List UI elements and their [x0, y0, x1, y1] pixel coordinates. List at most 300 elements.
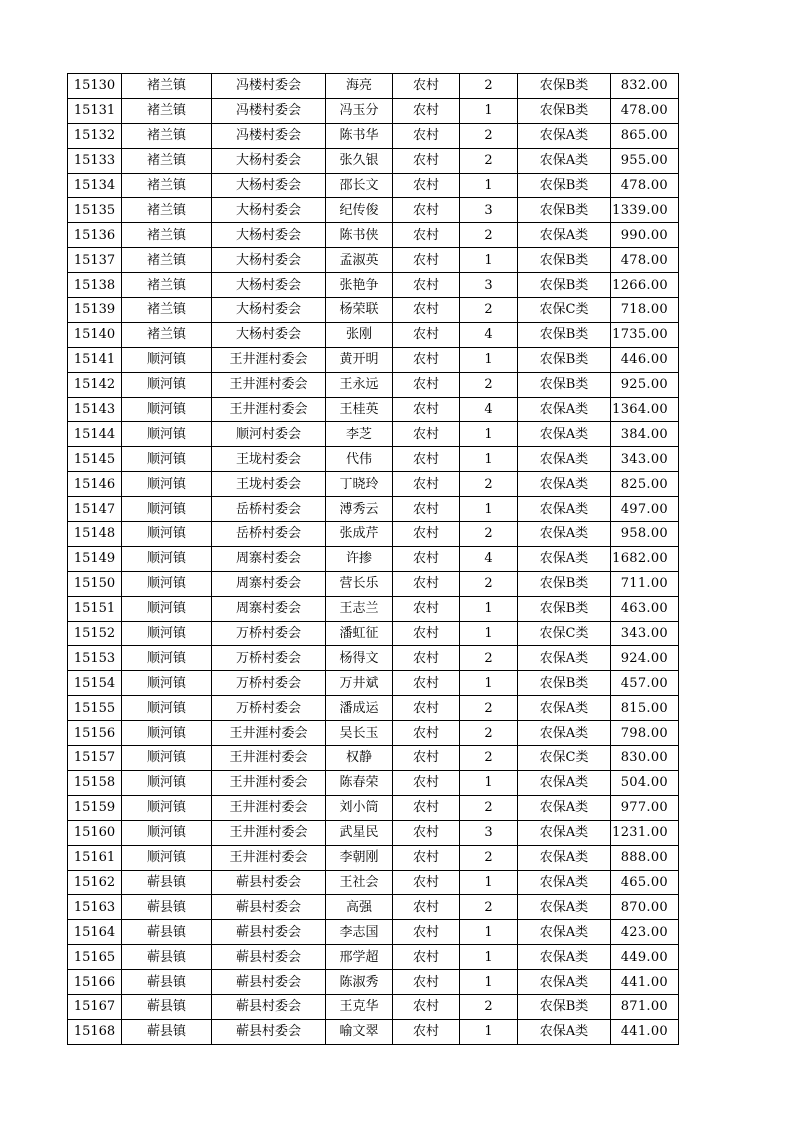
- town-cell: 蕲县镇: [122, 1019, 212, 1044]
- village-committee-cell: 冯楼村委会: [212, 74, 326, 99]
- name-cell: 潘虹征: [326, 621, 393, 646]
- town-cell: 顺河镇: [122, 845, 212, 870]
- category-cell: 农村: [393, 746, 460, 771]
- village-committee-cell: 王井涯村委会: [212, 770, 326, 795]
- table-row: [68, 422, 679, 447]
- village-committee-cell: 王垅村委会: [212, 447, 326, 472]
- category-cell: 农村: [393, 322, 460, 347]
- village-committee-cell: 王井涯村委会: [212, 845, 326, 870]
- insurance-class-cell: 农保A类: [518, 522, 611, 547]
- amount-cell: 478.00: [611, 173, 679, 198]
- category-cell: 农村: [393, 546, 460, 571]
- row-id-cell: 15136: [68, 223, 122, 248]
- amount-cell: 497.00: [611, 497, 679, 522]
- village-committee-cell: 大杨村委会: [212, 173, 326, 198]
- row-id-cell: 15166: [68, 970, 122, 995]
- table-row: [68, 98, 679, 123]
- household-size-cell: 2: [460, 795, 518, 820]
- amount-cell: 825.00: [611, 472, 679, 497]
- insurance-class-cell: 农保B类: [518, 994, 611, 1019]
- row-id-cell: 15142: [68, 372, 122, 397]
- amount-cell: 384.00: [611, 422, 679, 447]
- insurance-class-cell: 农保B类: [518, 74, 611, 99]
- household-size-cell: 2: [460, 148, 518, 173]
- insurance-class-cell: 农保A类: [518, 696, 611, 721]
- category-cell: 农村: [393, 298, 460, 323]
- village-committee-cell: 大杨村委会: [212, 248, 326, 273]
- insurance-class-cell: 农保A类: [518, 646, 611, 671]
- household-size-cell: 2: [460, 74, 518, 99]
- category-cell: 农村: [393, 198, 460, 223]
- household-size-cell: 4: [460, 322, 518, 347]
- village-committee-cell: 蕲县村委会: [212, 994, 326, 1019]
- insurance-class-cell: 农保A类: [518, 721, 611, 746]
- name-cell: 孟淑英: [326, 248, 393, 273]
- name-cell: 权静: [326, 746, 393, 771]
- row-id-cell: 15130: [68, 74, 122, 99]
- table-row: [68, 372, 679, 397]
- table-body: [68, 74, 679, 1045]
- name-cell: 许掺: [326, 546, 393, 571]
- table-row: [68, 795, 679, 820]
- row-id-cell: 15139: [68, 298, 122, 323]
- town-cell: 顺河镇: [122, 721, 212, 746]
- name-cell: 陈书侠: [326, 223, 393, 248]
- row-id-cell: 15132: [68, 123, 122, 148]
- row-id-cell: 15143: [68, 397, 122, 422]
- table-row: [68, 173, 679, 198]
- insurance-class-cell: 农保B类: [518, 596, 611, 621]
- insurance-class-cell: 农保A类: [518, 223, 611, 248]
- amount-cell: 441.00: [611, 1019, 679, 1044]
- household-size-cell: 1: [460, 447, 518, 472]
- village-committee-cell: 顺河村委会: [212, 422, 326, 447]
- insurance-class-cell: 农保A类: [518, 845, 611, 870]
- category-cell: 农村: [393, 173, 460, 198]
- household-size-cell: 1: [460, 596, 518, 621]
- category-cell: 农村: [393, 820, 460, 845]
- table-row: [68, 472, 679, 497]
- amount-cell: 798.00: [611, 721, 679, 746]
- amount-cell: 1735.00: [611, 322, 679, 347]
- amount-cell: 478.00: [611, 248, 679, 273]
- category-cell: 农村: [393, 397, 460, 422]
- row-id-cell: 15164: [68, 920, 122, 945]
- table-row: [68, 123, 679, 148]
- row-id-cell: 15134: [68, 173, 122, 198]
- insurance-class-cell: 农保B类: [518, 322, 611, 347]
- household-size-cell: 1: [460, 497, 518, 522]
- town-cell: 褚兰镇: [122, 322, 212, 347]
- amount-cell: 871.00: [611, 994, 679, 1019]
- village-committee-cell: 蕲县村委会: [212, 920, 326, 945]
- insurance-class-cell: 农保A类: [518, 497, 611, 522]
- name-cell: 溥秀云: [326, 497, 393, 522]
- name-cell: 李芝: [326, 422, 393, 447]
- amount-cell: 343.00: [611, 621, 679, 646]
- category-cell: 农村: [393, 472, 460, 497]
- name-cell: 潘成运: [326, 696, 393, 721]
- household-size-cell: 4: [460, 397, 518, 422]
- household-size-cell: 2: [460, 522, 518, 547]
- town-cell: 蕲县镇: [122, 870, 212, 895]
- town-cell: 蕲县镇: [122, 920, 212, 945]
- table-row: [68, 148, 679, 173]
- table-row: [68, 696, 679, 721]
- village-committee-cell: 大杨村委会: [212, 298, 326, 323]
- category-cell: 农村: [393, 372, 460, 397]
- insurance-class-cell: 农保B类: [518, 671, 611, 696]
- row-id-cell: 15160: [68, 820, 122, 845]
- town-cell: 蕲县镇: [122, 945, 212, 970]
- village-committee-cell: 大杨村委会: [212, 148, 326, 173]
- town-cell: 顺河镇: [122, 422, 212, 447]
- household-size-cell: 3: [460, 820, 518, 845]
- village-committee-cell: 王井涯村委会: [212, 820, 326, 845]
- household-size-cell: 2: [460, 571, 518, 596]
- table-row: [68, 397, 679, 422]
- category-cell: 农村: [393, 347, 460, 372]
- name-cell: 张成芹: [326, 522, 393, 547]
- household-size-cell: 1: [460, 970, 518, 995]
- insurance-class-cell: 农保A类: [518, 795, 611, 820]
- amount-cell: 449.00: [611, 945, 679, 970]
- town-cell: 顺河镇: [122, 372, 212, 397]
- town-cell: 顺河镇: [122, 472, 212, 497]
- town-cell: 褚兰镇: [122, 173, 212, 198]
- household-size-cell: 1: [460, 98, 518, 123]
- table-row: [68, 298, 679, 323]
- amount-cell: 465.00: [611, 870, 679, 895]
- insurance-class-cell: 农保A类: [518, 123, 611, 148]
- village-committee-cell: 王井涯村委会: [212, 347, 326, 372]
- row-id-cell: 15155: [68, 696, 122, 721]
- row-id-cell: 15163: [68, 895, 122, 920]
- name-cell: 营长乐: [326, 571, 393, 596]
- town-cell: 褚兰镇: [122, 74, 212, 99]
- amount-cell: 1339.00: [611, 198, 679, 223]
- category-cell: 农村: [393, 671, 460, 696]
- amount-cell: 463.00: [611, 596, 679, 621]
- table-row: [68, 646, 679, 671]
- category-cell: 农村: [393, 74, 460, 99]
- insurance-class-cell: 农保C类: [518, 621, 611, 646]
- category-cell: 农村: [393, 920, 460, 945]
- town-cell: 褚兰镇: [122, 123, 212, 148]
- insurance-class-cell: 农保A类: [518, 970, 611, 995]
- household-size-cell: 3: [460, 198, 518, 223]
- amount-cell: 441.00: [611, 970, 679, 995]
- category-cell: 农村: [393, 970, 460, 995]
- table-row: [68, 1019, 679, 1044]
- name-cell: 刘小筒: [326, 795, 393, 820]
- name-cell: 杨荣联: [326, 298, 393, 323]
- town-cell: 顺河镇: [122, 397, 212, 422]
- town-cell: 顺河镇: [122, 621, 212, 646]
- table-row: [68, 198, 679, 223]
- village-committee-cell: 大杨村委会: [212, 223, 326, 248]
- village-committee-cell: 岳桥村委会: [212, 522, 326, 547]
- category-cell: 农村: [393, 870, 460, 895]
- household-size-cell: 2: [460, 746, 518, 771]
- household-size-cell: 2: [460, 372, 518, 397]
- name-cell: 王志兰: [326, 596, 393, 621]
- table-row: [68, 945, 679, 970]
- household-size-cell: 2: [460, 472, 518, 497]
- category-cell: 农村: [393, 845, 460, 870]
- row-id-cell: 15133: [68, 148, 122, 173]
- name-cell: 王桂英: [326, 397, 393, 422]
- insurance-class-cell: 农保B类: [518, 198, 611, 223]
- insurance-class-cell: 农保A类: [518, 920, 611, 945]
- household-size-cell: 2: [460, 298, 518, 323]
- insurance-class-cell: 农保B类: [518, 248, 611, 273]
- row-id-cell: 15131: [68, 98, 122, 123]
- household-size-cell: 4: [460, 546, 518, 571]
- row-id-cell: 15156: [68, 721, 122, 746]
- insurance-class-cell: 农保A类: [518, 546, 611, 571]
- insurance-class-cell: 农保C类: [518, 746, 611, 771]
- town-cell: 蕲县镇: [122, 994, 212, 1019]
- table-row: [68, 895, 679, 920]
- insurance-class-cell: 农保A类: [518, 820, 611, 845]
- table-row: [68, 273, 679, 298]
- category-cell: 农村: [393, 422, 460, 447]
- category-cell: 农村: [393, 223, 460, 248]
- village-committee-cell: 蕲县村委会: [212, 895, 326, 920]
- table-row: [68, 721, 679, 746]
- town-cell: 蕲县镇: [122, 895, 212, 920]
- name-cell: 纪传俊: [326, 198, 393, 223]
- row-id-cell: 15138: [68, 273, 122, 298]
- town-cell: 顺河镇: [122, 522, 212, 547]
- amount-cell: 1364.00: [611, 397, 679, 422]
- table-row: [68, 820, 679, 845]
- name-cell: 代伟: [326, 447, 393, 472]
- amount-cell: 955.00: [611, 148, 679, 173]
- row-id-cell: 15145: [68, 447, 122, 472]
- row-id-cell: 15161: [68, 845, 122, 870]
- household-size-cell: 1: [460, 945, 518, 970]
- village-committee-cell: 大杨村委会: [212, 322, 326, 347]
- household-size-cell: 1: [460, 422, 518, 447]
- household-size-cell: 1: [460, 347, 518, 372]
- town-cell: 褚兰镇: [122, 298, 212, 323]
- amount-cell: 990.00: [611, 223, 679, 248]
- insurance-class-cell: 农保B类: [518, 273, 611, 298]
- name-cell: 万井斌: [326, 671, 393, 696]
- village-committee-cell: 周寨村委会: [212, 596, 326, 621]
- row-id-cell: 15147: [68, 497, 122, 522]
- village-committee-cell: 周寨村委会: [212, 571, 326, 596]
- row-id-cell: 15165: [68, 945, 122, 970]
- name-cell: 武星民: [326, 820, 393, 845]
- name-cell: 陈淑秀: [326, 970, 393, 995]
- town-cell: 顺河镇: [122, 596, 212, 621]
- amount-cell: 865.00: [611, 123, 679, 148]
- household-size-cell: 2: [460, 646, 518, 671]
- name-cell: 吴长玉: [326, 721, 393, 746]
- row-id-cell: 15148: [68, 522, 122, 547]
- amount-cell: 888.00: [611, 845, 679, 870]
- insurance-class-cell: 农保B类: [518, 372, 611, 397]
- household-size-cell: 2: [460, 123, 518, 148]
- name-cell: 邢学超: [326, 945, 393, 970]
- row-id-cell: 15146: [68, 472, 122, 497]
- town-cell: 顺河镇: [122, 671, 212, 696]
- insurance-class-cell: 农保B类: [518, 98, 611, 123]
- household-size-cell: 2: [460, 895, 518, 920]
- insurance-class-cell: 农保A类: [518, 1019, 611, 1044]
- category-cell: 农村: [393, 447, 460, 472]
- category-cell: 农村: [393, 273, 460, 298]
- town-cell: 褚兰镇: [122, 248, 212, 273]
- name-cell: 张久银: [326, 148, 393, 173]
- row-id-cell: 15167: [68, 994, 122, 1019]
- town-cell: 褚兰镇: [122, 148, 212, 173]
- town-cell: 顺河镇: [122, 497, 212, 522]
- village-committee-cell: 王井涯村委会: [212, 372, 326, 397]
- table-row: [68, 621, 679, 646]
- name-cell: 张刚: [326, 322, 393, 347]
- row-id-cell: 15151: [68, 596, 122, 621]
- category-cell: 农村: [393, 994, 460, 1019]
- category-cell: 农村: [393, 721, 460, 746]
- category-cell: 农村: [393, 497, 460, 522]
- table-row: [68, 546, 679, 571]
- household-size-cell: 1: [460, 770, 518, 795]
- category-cell: 农村: [393, 571, 460, 596]
- row-id-cell: 15168: [68, 1019, 122, 1044]
- row-id-cell: 15158: [68, 770, 122, 795]
- name-cell: 海亮: [326, 74, 393, 99]
- amount-cell: 815.00: [611, 696, 679, 721]
- table-row: [68, 522, 679, 547]
- village-committee-cell: 万桥村委会: [212, 696, 326, 721]
- name-cell: 喻文翠: [326, 1019, 393, 1044]
- town-cell: 顺河镇: [122, 770, 212, 795]
- village-committee-cell: 万桥村委会: [212, 646, 326, 671]
- table-row: [68, 74, 679, 99]
- insurance-class-cell: 农保B类: [518, 347, 611, 372]
- table-row: [68, 322, 679, 347]
- name-cell: 陈春荣: [326, 770, 393, 795]
- amount-cell: 1266.00: [611, 273, 679, 298]
- table-row: [68, 845, 679, 870]
- insurance-class-cell: 农保A类: [518, 472, 611, 497]
- name-cell: 邵长文: [326, 173, 393, 198]
- category-cell: 农村: [393, 696, 460, 721]
- category-cell: 农村: [393, 621, 460, 646]
- name-cell: 王克华: [326, 994, 393, 1019]
- name-cell: 丁晓玲: [326, 472, 393, 497]
- insurance-class-cell: 农保A类: [518, 397, 611, 422]
- row-id-cell: 15154: [68, 671, 122, 696]
- town-cell: 褚兰镇: [122, 273, 212, 298]
- table-row: [68, 248, 679, 273]
- category-cell: 农村: [393, 945, 460, 970]
- household-size-cell: 3: [460, 273, 518, 298]
- table-row: [68, 746, 679, 771]
- town-cell: 顺河镇: [122, 746, 212, 771]
- insurance-class-cell: 农保A类: [518, 422, 611, 447]
- table-row: [68, 994, 679, 1019]
- household-size-cell: 2: [460, 721, 518, 746]
- table-row: [68, 870, 679, 895]
- town-cell: 顺河镇: [122, 795, 212, 820]
- amount-cell: 423.00: [611, 920, 679, 945]
- table-row: [68, 571, 679, 596]
- category-cell: 农村: [393, 98, 460, 123]
- insurance-class-cell: 农保A类: [518, 870, 611, 895]
- amount-cell: 711.00: [611, 571, 679, 596]
- table-row: [68, 596, 679, 621]
- town-cell: 顺河镇: [122, 646, 212, 671]
- town-cell: 顺河镇: [122, 696, 212, 721]
- household-size-cell: 2: [460, 994, 518, 1019]
- category-cell: 农村: [393, 770, 460, 795]
- village-committee-cell: 蕲县村委会: [212, 970, 326, 995]
- category-cell: 农村: [393, 123, 460, 148]
- insurance-class-cell: 农保C类: [518, 298, 611, 323]
- amount-cell: 830.00: [611, 746, 679, 771]
- table-row: [68, 497, 679, 522]
- village-committee-cell: 岳桥村委会: [212, 497, 326, 522]
- insurance-class-cell: 农保A类: [518, 895, 611, 920]
- category-cell: 农村: [393, 596, 460, 621]
- amount-cell: 446.00: [611, 347, 679, 372]
- town-cell: 褚兰镇: [122, 198, 212, 223]
- amount-cell: 504.00: [611, 770, 679, 795]
- row-id-cell: 15135: [68, 198, 122, 223]
- household-size-cell: 1: [460, 920, 518, 945]
- category-cell: 农村: [393, 795, 460, 820]
- village-committee-cell: 周寨村委会: [212, 546, 326, 571]
- town-cell: 蕲县镇: [122, 970, 212, 995]
- village-committee-cell: 蕲县村委会: [212, 945, 326, 970]
- amount-cell: 925.00: [611, 372, 679, 397]
- household-size-cell: 1: [460, 173, 518, 198]
- table-row: [68, 347, 679, 372]
- table-row: [68, 770, 679, 795]
- amount-cell: 870.00: [611, 895, 679, 920]
- town-cell: 顺河镇: [122, 820, 212, 845]
- insurance-class-cell: 农保A类: [518, 945, 611, 970]
- category-cell: 农村: [393, 248, 460, 273]
- amount-cell: 977.00: [611, 795, 679, 820]
- table-row: [68, 920, 679, 945]
- town-cell: 褚兰镇: [122, 98, 212, 123]
- amount-cell: 832.00: [611, 74, 679, 99]
- village-committee-cell: 王井涯村委会: [212, 746, 326, 771]
- insurance-class-cell: 农保A类: [518, 148, 611, 173]
- category-cell: 农村: [393, 895, 460, 920]
- amount-cell: 1682.00: [611, 546, 679, 571]
- village-committee-cell: 王垅村委会: [212, 472, 326, 497]
- table-row: [68, 970, 679, 995]
- household-size-cell: 2: [460, 223, 518, 248]
- table-row: [68, 671, 679, 696]
- insurance-class-cell: 农保A类: [518, 770, 611, 795]
- row-id-cell: 15141: [68, 347, 122, 372]
- household-size-cell: 2: [460, 696, 518, 721]
- village-committee-cell: 王井涯村委会: [212, 795, 326, 820]
- town-cell: 顺河镇: [122, 447, 212, 472]
- name-cell: 李朝刚: [326, 845, 393, 870]
- row-id-cell: 15149: [68, 546, 122, 571]
- amount-cell: 343.00: [611, 447, 679, 472]
- village-committee-cell: 王井涯村委会: [212, 721, 326, 746]
